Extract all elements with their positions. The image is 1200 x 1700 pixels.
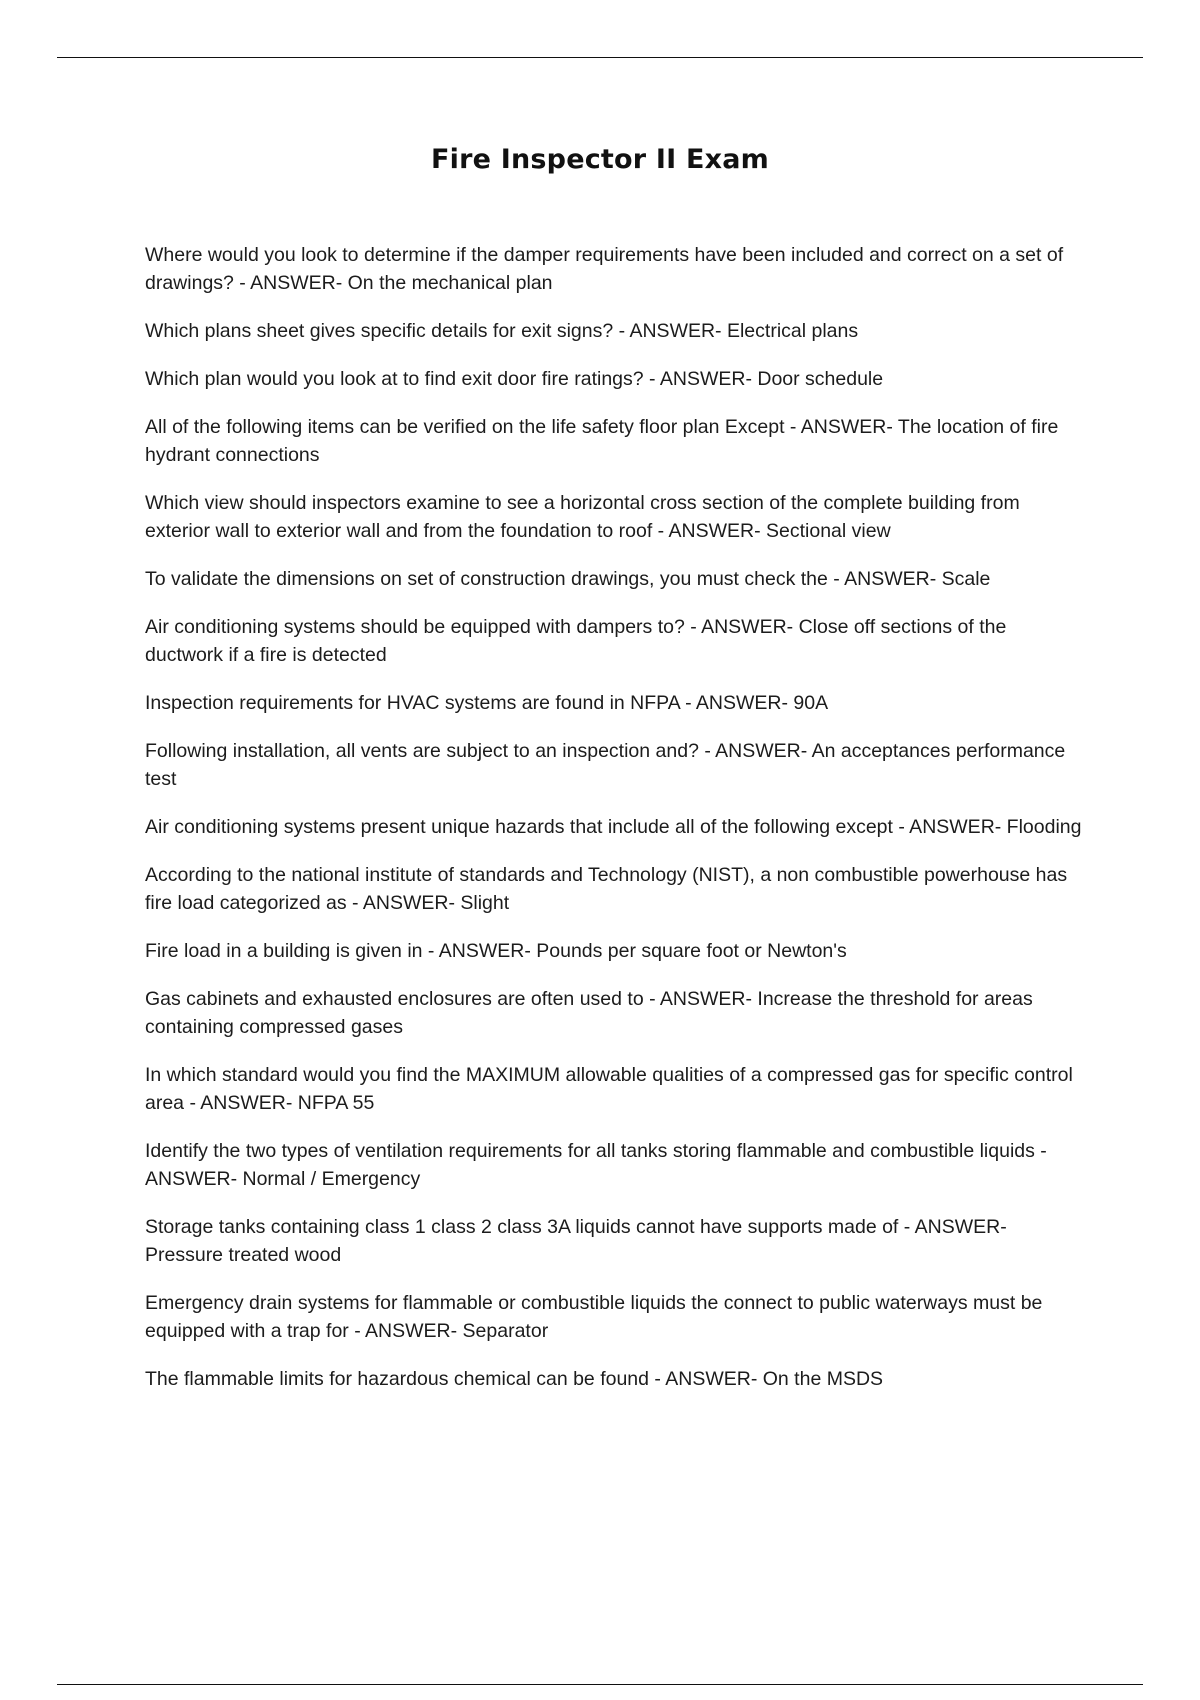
qa-item: Where would you look to determine if the damper requirements have been included and correct on a set of drawings? - ANSWER- On the mechanical plan bbox=[145, 244, 1064, 294]
qa-item: According to the national institute of standards and Technology (NIST), a non combustible powerhouse has fire load categorized as - ANSWER- Slight bbox=[145, 864, 1068, 914]
bottom-rule bbox=[57, 1684, 1143, 1685]
qa-item: Which view should inspectors examine to see a horizontal cross section of the complete building from exterior wall to exterior wall and from the foundation to roof - ANSWER- Sectional view bbox=[145, 492, 1020, 542]
question-answer-list bbox=[145, 241, 1085, 1413]
qa-item: In which standard would you find the MAXIMUM allowable qualities of a compressed gas for specific control area - ANSWER- NFPA 55 bbox=[145, 1064, 1073, 1114]
qa-item: Fire load in a building is given in - ANSWER- Pounds per square foot or Newton's bbox=[145, 940, 847, 962]
qa-item: Identify the two types of ventilation requirements for all tanks storing flammable and combustible liquids - ANSWER- Normal / Emergency bbox=[145, 1140, 1047, 1190]
qa-item: Inspection requirements for HVAC systems are found in NFPA - ANSWER- 90A bbox=[145, 692, 829, 714]
page-title: Fire Inspector II Exam bbox=[431, 144, 769, 175]
qa-item: Following installation, all vents are subject to an inspection and? - ANSWER- An acceptances performance test bbox=[145, 740, 1066, 790]
qa-item: Which plans sheet gives specific details for exit signs? - ANSWER- Electrical plans bbox=[145, 320, 859, 342]
top-rule bbox=[57, 57, 1143, 58]
qa-item: Air conditioning systems present unique hazards that include all of the following except - ANSWER- Flooding bbox=[145, 816, 1082, 838]
qa-item: Air conditioning systems should be equipped with dampers to? - ANSWER- Close off sections of the ductwork if a fire is detected bbox=[145, 616, 1007, 666]
qa-item: Which plan would you look at to find exit door fire ratings? - ANSWER- Door schedule bbox=[145, 368, 884, 390]
qa-item: Storage tanks containing class 1 class 2 class 3A liquids cannot have supports made of - ANSWER- Pressure treated wood bbox=[145, 1216, 1007, 1266]
qa-item: The flammable limits for hazardous chemical can be found - ANSWER- On the MSDS bbox=[145, 1368, 884, 1390]
qa-item: Gas cabinets and exhausted enclosures are often used to - ANSWER- Increase the threshold for areas containing compressed gases bbox=[145, 988, 1033, 1038]
qa-item: All of the following items can be verified on the life safety floor plan Except - ANSWER- The location of fire hydrant connections bbox=[145, 416, 1059, 466]
qa-item: Emergency drain systems for flammable or combustible liquids the connect to public waterways must be equipped with a trap for - ANSWER- Separator bbox=[145, 1292, 1043, 1342]
qa-item: To validate the dimensions on set of construction drawings, you must check the - ANSWER- Scale bbox=[145, 568, 991, 590]
